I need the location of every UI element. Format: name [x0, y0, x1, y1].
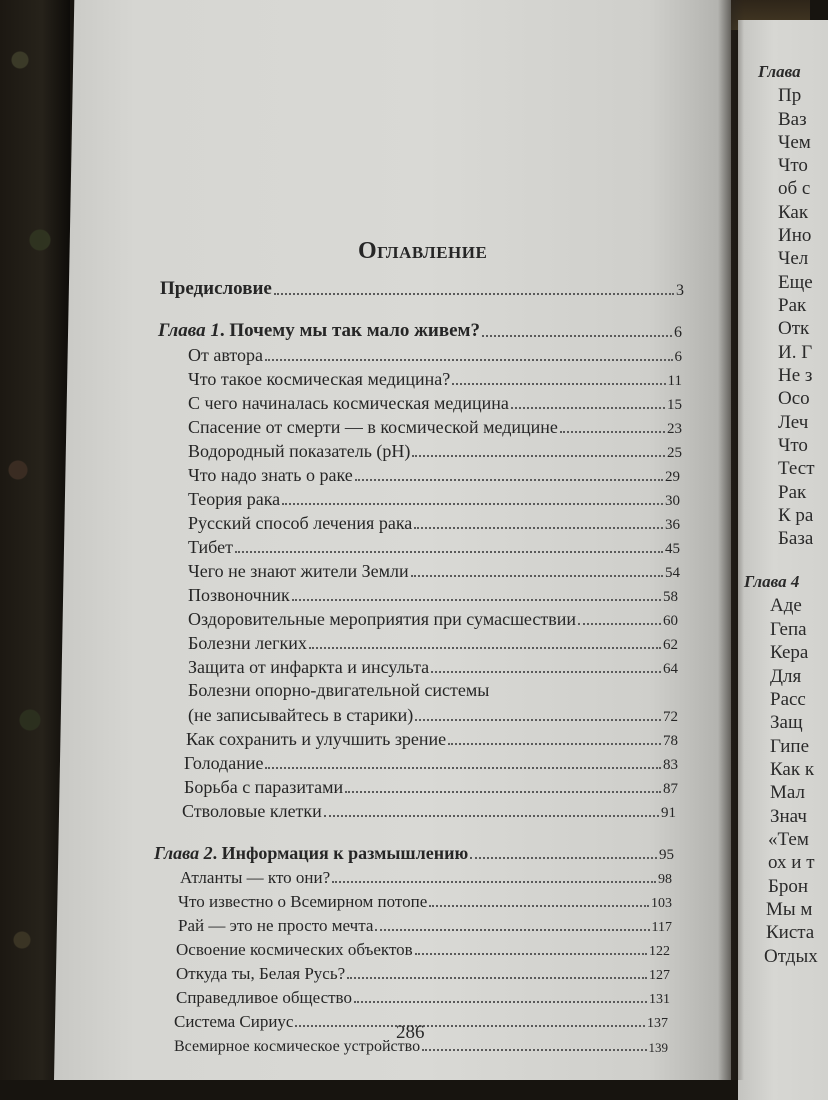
chapter-number: Глава 1: [158, 320, 220, 341]
toc-entry-page: 6: [674, 324, 682, 341]
toc-entry-label: Защита от инфаркта и инсульта: [188, 657, 430, 677]
right-page-line: Еще: [778, 272, 813, 293]
dot-leader: [578, 623, 661, 625]
right-page-line: Расс: [770, 689, 806, 710]
toc-entry-page: 3: [676, 282, 684, 299]
dot-leader: [431, 671, 661, 673]
dot-leader: [452, 383, 665, 385]
right-page-line: Гипе: [770, 736, 810, 757]
right-page-line: Аде: [770, 595, 802, 616]
right-page-line: Отк: [778, 318, 810, 339]
toc-entry-label: Предисловие: [160, 278, 272, 299]
toc-entry-page: 54: [665, 565, 680, 581]
toc-entry-label: Тибет: [188, 537, 233, 557]
chapter-title: . Информация к размышлению: [212, 843, 469, 863]
dot-leader: [345, 791, 661, 793]
toc-entry: [188, 368, 682, 390]
toc-entry: [188, 632, 678, 654]
right-page-line: Киста: [766, 922, 815, 943]
toc-entry-label: Водородный показатель (pH): [188, 441, 411, 461]
toc-entry: [188, 680, 489, 701]
toc-entry: [178, 891, 672, 912]
right-page-line: Знач: [770, 806, 807, 827]
right-page-line: Тест: [778, 458, 815, 479]
dot-leader: [292, 599, 661, 601]
dot-leader: [412, 455, 665, 457]
toc-entry-label: Что надо знать о раке: [188, 465, 353, 485]
dot-leader: [355, 479, 663, 481]
right-page-line: Ваз: [778, 109, 807, 130]
toc-entry-page: 36: [665, 517, 680, 533]
right-page-chapter-heading: Глава 4: [744, 572, 800, 591]
toc-entry-page: 6: [674, 349, 682, 365]
toc-entry-page: 137: [647, 1016, 668, 1031]
toc-entry: [154, 842, 674, 864]
page-number: 286: [396, 1022, 425, 1043]
right-page-chapter-heading: Глава: [758, 62, 801, 81]
toc-entry-label: Борьба с паразитами: [184, 777, 344, 797]
toc-entry-label: Болезни легких: [188, 633, 307, 653]
toc-entry-label: Чего не знают жители Земли: [188, 561, 409, 581]
dot-leader: [235, 551, 663, 553]
right-page-line: Рак: [778, 295, 807, 316]
right-page-line: Рак: [778, 482, 807, 503]
page-title: Оглавление: [358, 238, 488, 264]
dot-leader: [429, 905, 649, 907]
dot-leader: [411, 575, 663, 577]
right-page-line: Как: [778, 202, 809, 223]
toc-entry: [158, 319, 682, 342]
right-page-line: Для: [770, 666, 802, 687]
toc-entry-page: 117: [651, 920, 672, 935]
toc-entry-label: Система Сириус: [174, 1012, 294, 1031]
dot-leader: [415, 719, 661, 721]
right-page-line: Брон: [768, 876, 809, 897]
toc-entry-label: Рай — это не просто мечта: [178, 916, 374, 935]
toc-entry: [186, 728, 678, 750]
toc-entry-page: 45: [665, 541, 680, 557]
right-page-line: об с: [778, 178, 811, 199]
toc-entry-page: 139: [648, 1040, 668, 1055]
toc-entry-page: 98: [658, 872, 672, 887]
dot-leader: [414, 527, 663, 529]
toc-entry: [182, 800, 676, 822]
toc-entry-page: 58: [663, 589, 678, 605]
toc-entry-page: 25: [667, 445, 682, 461]
dot-leader: [265, 767, 661, 769]
dot-leader: [324, 815, 659, 817]
right-page-line: К ра: [778, 505, 814, 526]
toc-entry-label: Стволовые клетки: [182, 801, 322, 821]
toc-entry-label: С чего начиналась космическая медицина: [188, 393, 509, 413]
book-gutter: [718, 0, 744, 1080]
toc-entry-page: 78: [663, 733, 678, 749]
chapter-title: . Почему мы так мало живем?: [219, 320, 480, 341]
toc-entry: [188, 488, 680, 510]
toc-entry-label: Всемирное космическое устройство: [174, 1038, 421, 1055]
toc-entry: [184, 752, 678, 774]
toc-entry: [180, 867, 672, 888]
dot-leader: [265, 359, 672, 361]
toc-entry-label: (не записывайтесь в старики): [188, 705, 414, 725]
dot-leader: [560, 431, 665, 433]
right-page-line: Чем: [778, 132, 811, 153]
toc-entry-page: 15: [667, 397, 682, 413]
dot-leader: [295, 1025, 645, 1027]
toc-entry-page: 30: [665, 493, 680, 509]
right-page-line: Ино: [778, 225, 812, 246]
dot-leader: [282, 503, 663, 505]
toc-entry: [176, 963, 670, 984]
right-page-line: Осо: [778, 388, 810, 409]
toc-entry-page: 62: [663, 637, 678, 653]
toc-entry-page: 29: [665, 469, 680, 485]
toc-entry-page: 91: [661, 805, 676, 821]
toc-entry-label: Болезни опорно-двигательной системы: [188, 680, 490, 700]
right-page-line: Мы м: [766, 899, 813, 920]
right-page-line: Отдых: [764, 946, 818, 967]
toc-entry: [188, 656, 678, 678]
right-page-line: Кера: [770, 642, 809, 663]
toc-entry-page: 72: [663, 709, 678, 725]
right-page-line: ох и т: [768, 852, 815, 873]
right-page-line: Не з: [778, 365, 813, 386]
toc-entry-label: Справедливое общество: [176, 988, 352, 1007]
toc-entry-label: [154, 843, 468, 864]
toc-entry: [184, 776, 678, 798]
toc-entry-label: Теория рака: [188, 489, 281, 509]
toc-entry-page: 23: [667, 421, 682, 437]
right-page-line: Чел: [778, 248, 809, 269]
toc-entry-page: 87: [663, 781, 678, 797]
toc-entry: [188, 512, 680, 534]
toc-entry: [188, 560, 680, 582]
toc-entry-label: Оздоровительные мероприятия при сумасшествии: [188, 609, 576, 629]
dot-leader: [375, 929, 649, 931]
dot-leader: [347, 977, 647, 979]
right-page-line: Гепа: [770, 619, 807, 640]
dot-leader: [422, 1049, 646, 1051]
dot-leader: [448, 743, 661, 745]
right-page-line: Мал: [770, 782, 805, 803]
toc-entry-label: Голодание: [184, 753, 264, 773]
toc-entry-page: 83: [663, 757, 678, 773]
dot-leader: [470, 857, 657, 859]
right-page-line: Защ: [770, 712, 803, 733]
toc-entry: [160, 277, 684, 300]
toc-entry: [188, 392, 682, 414]
toc-entry: [178, 915, 672, 936]
toc-entry-label: Откуда ты, Белая Русь?: [176, 964, 346, 983]
toc-entry: [176, 987, 670, 1008]
right-page-line: «Тем: [768, 829, 809, 850]
toc-entry: [176, 939, 670, 960]
dot-leader: [511, 407, 665, 409]
toc-entry-page: 60: [663, 613, 678, 629]
toc-entry-label: Как сохранить и улучшить зрение: [186, 729, 447, 749]
toc-entry-label: Спасение от смерти — в космической медицине: [188, 417, 558, 437]
toc-entry: [188, 464, 680, 486]
toc-entry: [188, 584, 678, 606]
toc-entry-label: Позвоночник: [188, 585, 290, 605]
dot-leader: [274, 293, 674, 295]
toc-entry-page: 122: [649, 944, 670, 959]
dot-leader: [482, 335, 672, 337]
toc-entry: [188, 608, 678, 630]
toc-entry-label: Русский способ лечения рака: [188, 513, 413, 533]
toc-entry-label: [158, 320, 480, 342]
right-page-line: Пр: [778, 85, 802, 106]
toc-entry-label: От автора: [188, 345, 264, 365]
right-page-line: И. Г: [778, 342, 813, 363]
dot-leader: [309, 647, 661, 649]
toc-entry-page: 11: [667, 373, 682, 389]
right-page-line: Как к: [770, 759, 815, 780]
right-page-line: Леч: [778, 412, 809, 433]
toc-entry-label: Атланты — кто они?: [180, 868, 331, 887]
dot-leader: [354, 1001, 647, 1003]
toc-entry-label: Что такое космическая медицина?: [188, 369, 451, 389]
toc-entry: [188, 536, 680, 558]
dot-leader: [332, 881, 656, 883]
toc-entry: [188, 416, 682, 438]
toc-entry-page: 103: [651, 896, 672, 911]
toc-entry: [188, 440, 682, 462]
dot-leader: [415, 953, 647, 955]
right-page-line: База: [778, 528, 814, 549]
right-page-line: Что: [778, 155, 808, 176]
toc-entry: [188, 344, 682, 366]
toc-entry-label: Что известно о Всемирном потопе: [178, 892, 428, 911]
toc-entry-page: 131: [649, 992, 670, 1007]
toc-entry-page: 64: [663, 661, 678, 677]
toc-entry: [188, 704, 678, 726]
right-page-line: Что: [778, 435, 808, 456]
toc-entry-page: 127: [649, 968, 670, 983]
chapter-number: Глава 2: [154, 843, 213, 863]
toc-entry-page: 95: [659, 847, 674, 863]
toc-entry-label: Освоение космических объектов: [176, 940, 413, 959]
